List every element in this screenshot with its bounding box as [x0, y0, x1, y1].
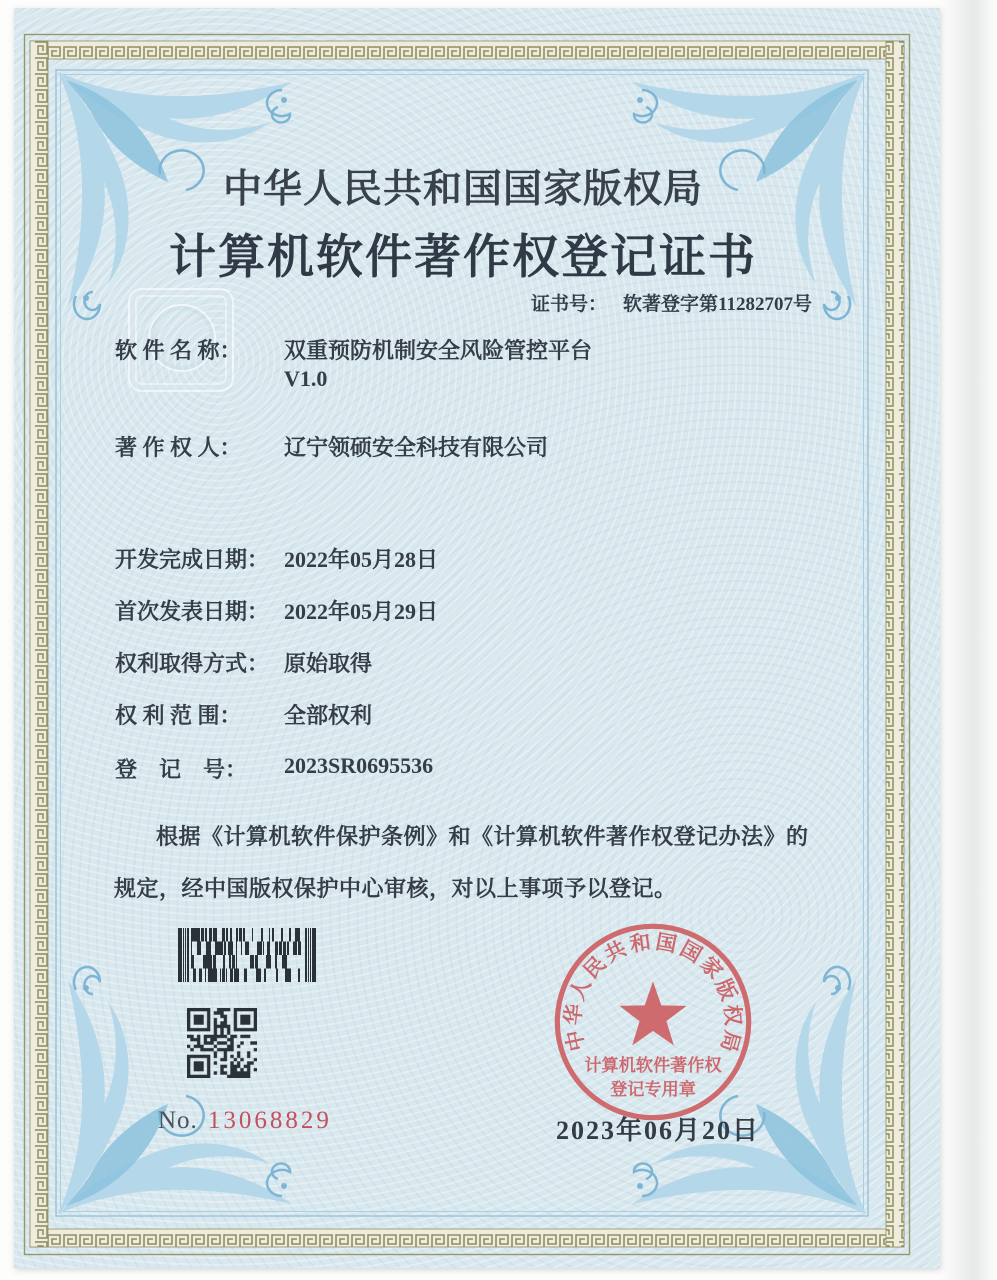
- serial-number: 13068829: [207, 1107, 332, 1134]
- field-label: 登 记 号：: [115, 757, 248, 782]
- serial-number-line: [158, 1107, 332, 1135]
- field-label: 开发完成日期：: [115, 547, 270, 572]
- seal-text-line1: 计算机软件著作权: [584, 1055, 722, 1075]
- seal-ring-text: 中华人民共和国国家版权局: [561, 930, 745, 1058]
- seal-text-line2: 登记专用章: [610, 1079, 696, 1099]
- field-first-publish-date: [115, 595, 439, 627]
- field-label: 软 件 名 称：: [115, 338, 242, 363]
- seal-star-icon: [619, 981, 686, 1045]
- field-value: 辽宁领硕安全科技有限公司: [284, 435, 549, 460]
- statement-line-1: 根据《计算机软件保护条例》和《计算机软件著作权登记办法》的: [156, 824, 809, 849]
- certificate-number-label: 证书号：: [531, 294, 608, 315]
- field-value: 2022年05月28日: [284, 547, 439, 572]
- certificate-number-line: [400, 289, 812, 316]
- barcode-icon: [178, 928, 316, 982]
- certificate-title: 计算机软件著作权登记证书: [169, 232, 757, 284]
- field-label: 权利取得方式：: [115, 651, 270, 676]
- scan-edge-shadow: [940, 0, 997, 1280]
- field-value: 2023SR0695536: [284, 753, 434, 778]
- field-label: 权 利 范 围：: [115, 703, 242, 728]
- qr-code-icon: [187, 1008, 257, 1078]
- field-software-name: [115, 334, 593, 366]
- field-dev-complete-date: [115, 543, 439, 575]
- field-copyright-owner: [115, 431, 549, 463]
- software-version: V1.0: [284, 366, 328, 391]
- red-seal-icon: [549, 918, 757, 1126]
- field-right-scope: [115, 699, 373, 731]
- field-label: 首次发表日期：: [115, 599, 270, 624]
- statement-line-2: 规定，经中国版权保护中心审核，对以上事项予以登记。: [114, 876, 677, 901]
- field-right-acquisition: [115, 647, 373, 679]
- field-registration-no: [115, 753, 434, 785]
- field-value: 原始取得: [284, 651, 373, 676]
- field-value: 2022年05月29日: [284, 599, 439, 624]
- serial-prefix: No.: [158, 1107, 198, 1134]
- issuing-authority-title: 中华人民共和国国家版权局: [222, 168, 703, 211]
- field-label: 著 作 权 人：: [115, 435, 242, 460]
- issue-date: 2023年06月20日: [556, 1116, 761, 1145]
- certificate-number-value: 软著登字第11282707号: [623, 294, 812, 315]
- field-value: 双重预防机制安全风险管控平台: [284, 338, 593, 363]
- field-value: 全部权利: [284, 703, 373, 728]
